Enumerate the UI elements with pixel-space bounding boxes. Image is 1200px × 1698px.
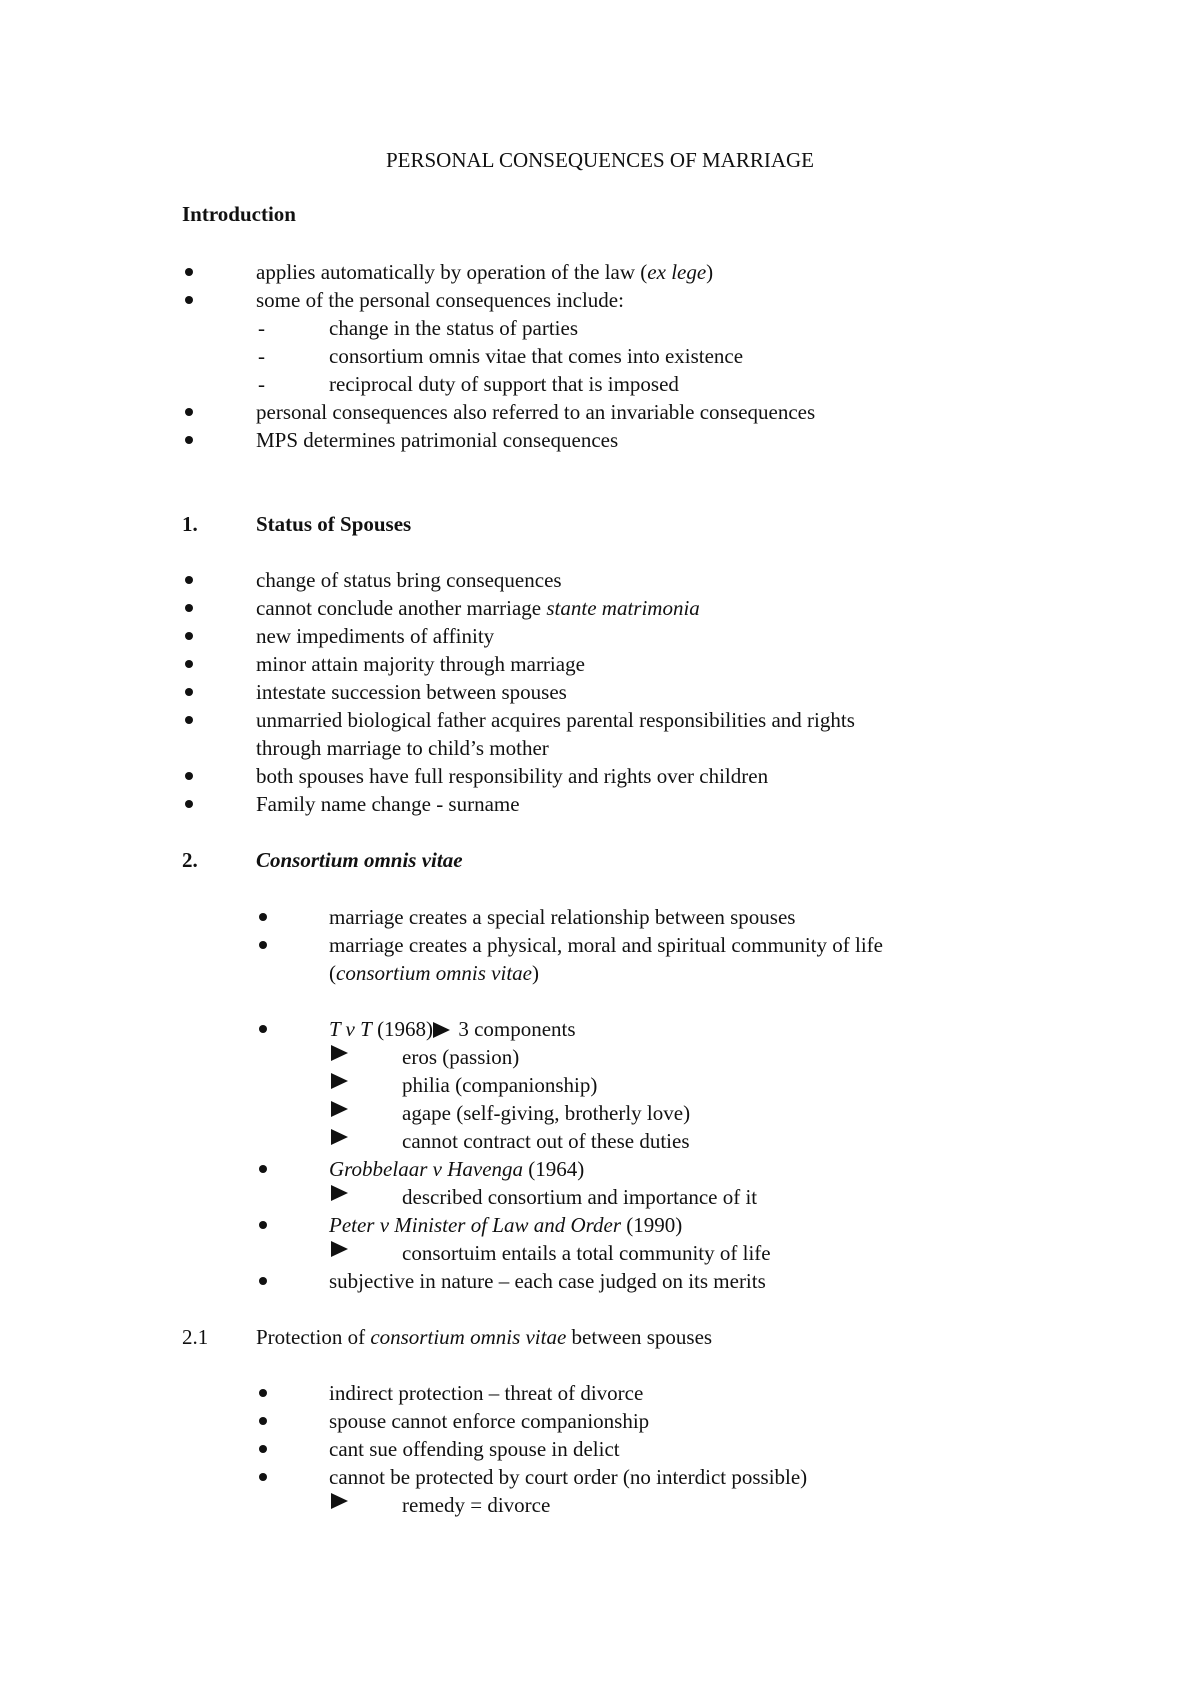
- document-title: PERSONAL CONSEQUENCES OF MARRIAGE: [385, 148, 815, 172]
- intro-bullet-1: applies automatically by operation of the law (ex lege): [256, 260, 714, 284]
- s21-bullet-4: cannot be protected by court order (no interdict possible): [329, 1465, 808, 1489]
- s1-bullet-6-line-1: unmarried biological father acquires parental responsibilities and rights: [256, 708, 855, 732]
- bullet-icon: [259, 913, 267, 921]
- dash-marker: -: [258, 344, 265, 368]
- bullet-icon: [185, 296, 193, 304]
- s1-bullet-8: Family name change - surname: [256, 792, 520, 816]
- intro-bullet-4: MPS determines patrimonial consequences: [256, 428, 619, 452]
- bullet-icon: [185, 688, 193, 696]
- bullet-icon: [259, 1445, 267, 1453]
- arrow-icon: [331, 1185, 348, 1201]
- s2-bullet-2-line-2: (consortium omnis vitae): [329, 961, 539, 985]
- section-2-1-number: 2.1: [182, 1325, 209, 1349]
- s2-subitem-5: described consortium and importance of it: [402, 1185, 758, 1209]
- s1-bullet-6-line-2: through marriage to child’s mother: [256, 736, 549, 760]
- section-1-number: 1.: [182, 512, 198, 536]
- s2-bullet-3: T v T (1968) 3 components: [329, 1016, 576, 1042]
- s21-bullet-3: cant sue offending spouse in delict: [329, 1437, 620, 1461]
- arrow-icon: [331, 1241, 348, 1257]
- bullet-icon: [259, 1389, 267, 1397]
- section-2-heading: Consortium omnis vitae: [256, 848, 463, 872]
- s1-bullet-2: cannot conclude another marriage stante matrimonia: [256, 596, 700, 620]
- bullet-icon: [185, 716, 193, 724]
- bullet-icon: [185, 408, 193, 416]
- bullet-icon: [185, 772, 193, 780]
- bullet-icon: [259, 1165, 267, 1173]
- s2-subitem-4: cannot contract out of these duties: [402, 1129, 690, 1153]
- s1-bullet-5: intestate succession between spouses: [256, 680, 567, 704]
- bullet-icon: [185, 660, 193, 668]
- intro-subitem-2: consortium omnis vitae that comes into existence: [329, 344, 744, 368]
- s1-bullet-1: change of status bring consequences: [256, 568, 562, 592]
- s2-bullet-6: subjective in nature – each case judged on its merits: [329, 1269, 766, 1293]
- arrow-icon: [331, 1101, 348, 1117]
- s1-bullet-7: both spouses have full responsibility and rights over children: [256, 764, 769, 788]
- intro-bullet-3: personal consequences also referred to an invariable consequences: [256, 400, 816, 424]
- s2-subitem-2: philia (companionship): [402, 1073, 598, 1097]
- s2-bullet-2-line-1: marriage creates a physical, moral and spiritual community of life: [329, 933, 883, 957]
- s21-bullet-1: indirect protection – threat of divorce: [329, 1381, 644, 1405]
- bullet-icon: [259, 941, 267, 949]
- s1-bullet-3: new impediments of affinity: [256, 624, 495, 648]
- dash-marker: -: [258, 316, 265, 340]
- section-2-1-heading: Protection of consortium omnis vitae between spouses: [256, 1325, 713, 1349]
- intro-heading: Introduction: [182, 202, 296, 226]
- bullet-icon: [259, 1025, 267, 1033]
- bullet-icon: [259, 1277, 267, 1285]
- section-2-number: 2.: [182, 848, 198, 872]
- arrow-icon: [433, 1018, 453, 1044]
- arrow-icon: [331, 1493, 348, 1509]
- s2-bullet-5: Peter v Minister of Law and Order (1990): [329, 1213, 683, 1237]
- bullet-icon: [259, 1473, 267, 1481]
- s2-subitem-6: consortuim entails a total community of life: [402, 1241, 771, 1265]
- bullet-icon: [259, 1417, 267, 1425]
- bullet-icon: [185, 268, 193, 276]
- bullet-icon: [259, 1221, 267, 1229]
- s2-bullet-1: marriage creates a special relationship between spouses: [329, 905, 796, 929]
- arrow-icon: [331, 1073, 348, 1089]
- bullet-icon: [185, 632, 193, 640]
- bullet-icon: [185, 576, 193, 584]
- bullet-icon: [185, 604, 193, 612]
- s2-bullet-4: Grobbelaar v Havenga (1964): [329, 1157, 585, 1181]
- s21-subitem-1: remedy = divorce: [402, 1493, 551, 1517]
- arrow-icon: [331, 1129, 348, 1145]
- s2-subitem-1: eros (passion): [402, 1045, 520, 1069]
- s2-subitem-3: agape (self-giving, brotherly love): [402, 1101, 691, 1125]
- bullet-icon: [185, 800, 193, 808]
- s21-bullet-2: spouse cannot enforce companionship: [329, 1409, 650, 1433]
- intro-bullet-2: some of the personal consequences include:: [256, 288, 624, 312]
- arrow-icon: [331, 1045, 348, 1061]
- section-1-heading: Status of Spouses: [256, 512, 412, 536]
- intro-subitem-3: reciprocal duty of support that is imposed: [329, 372, 679, 396]
- bullet-icon: [185, 436, 193, 444]
- s1-bullet-4: minor attain majority through marriage: [256, 652, 585, 676]
- intro-subitem-1: change in the status of parties: [329, 316, 579, 340]
- dash-marker: -: [258, 372, 265, 396]
